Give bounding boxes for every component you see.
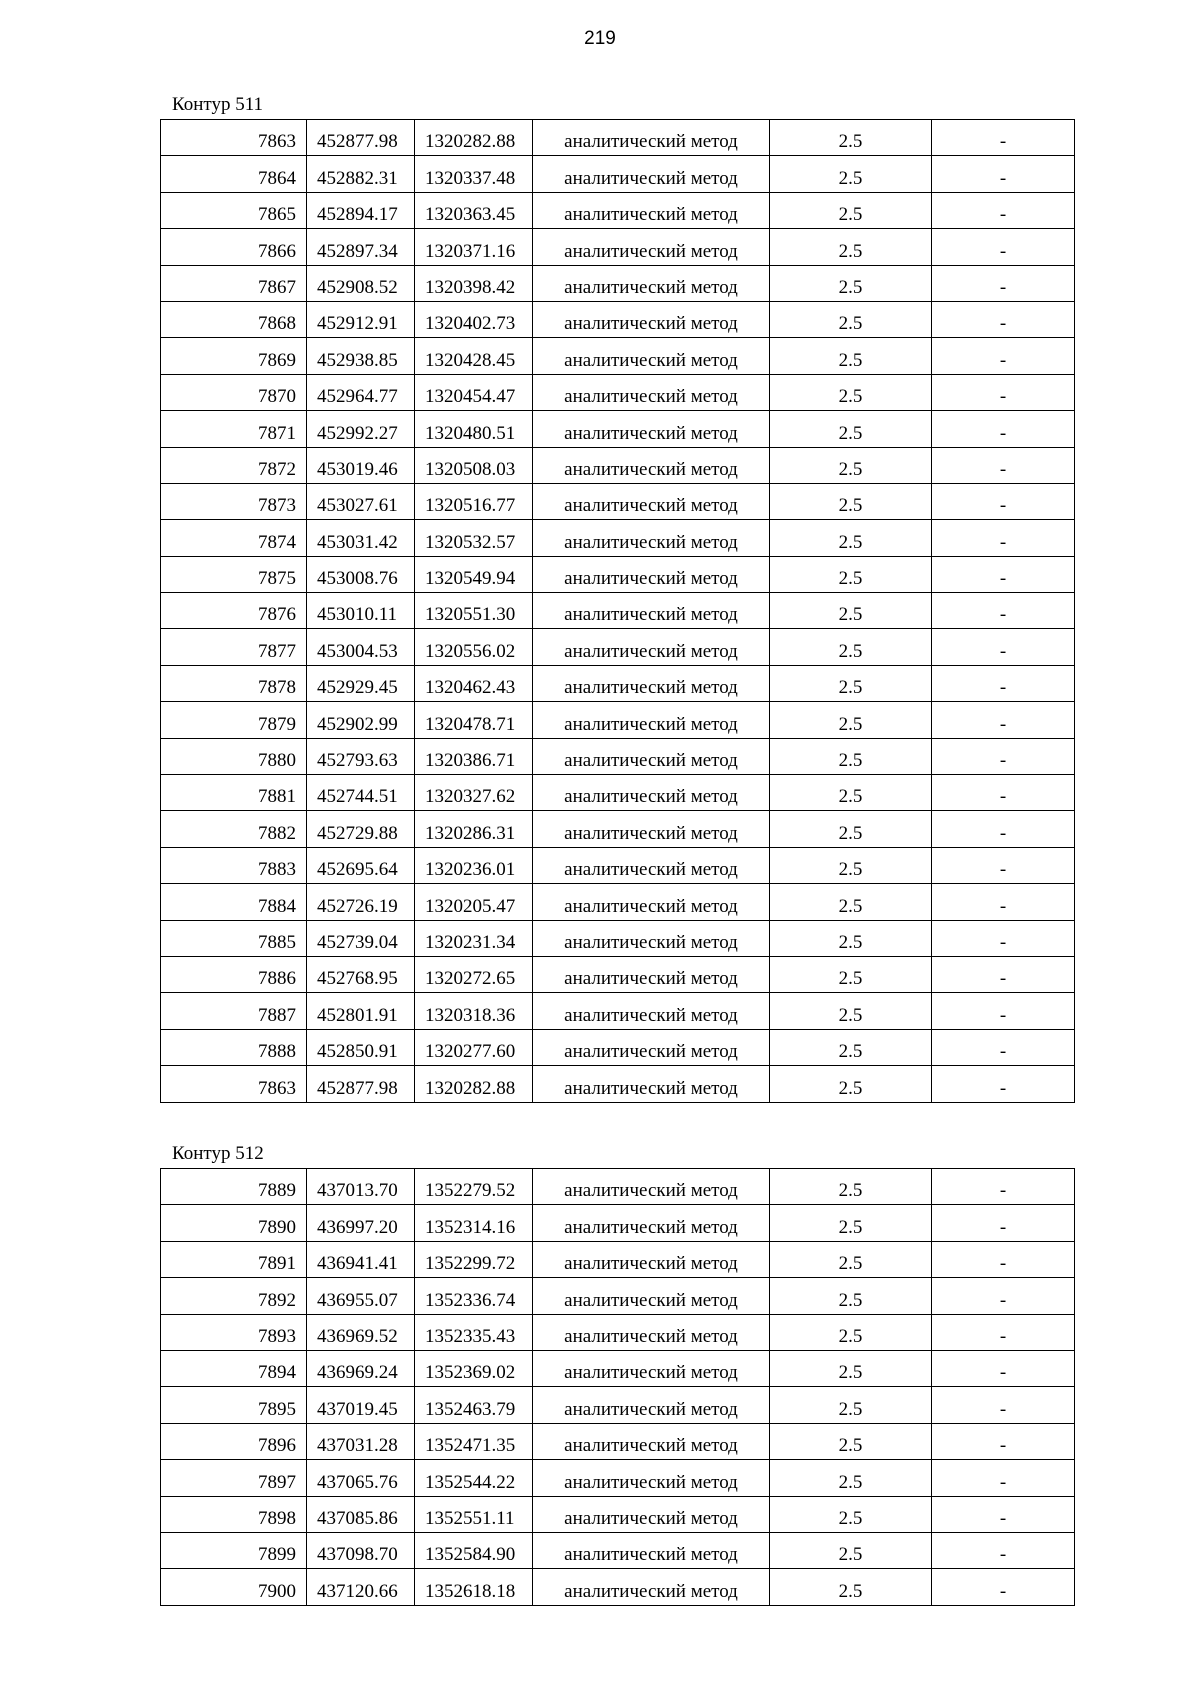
table-row (161, 1314, 1075, 1350)
note-cell: - (932, 265, 1075, 301)
x-coordinate-cell: 452877.98 (307, 120, 415, 156)
note-cell: - (932, 1350, 1075, 1386)
note-cell: - (932, 1314, 1075, 1350)
x-coordinate-cell: 437065.76 (307, 1460, 415, 1496)
note-cell: - (932, 1423, 1075, 1459)
table-row (161, 556, 1075, 592)
accuracy-cell: 2.5 (770, 1241, 932, 1277)
table-row (161, 1169, 1075, 1205)
table-row (161, 1278, 1075, 1314)
note-cell: - (932, 374, 1075, 410)
x-coordinate-cell: 436997.20 (307, 1205, 415, 1241)
note-cell: - (932, 629, 1075, 665)
point-number-cell: 7884 (161, 884, 307, 920)
point-number-cell: 7863 (161, 120, 307, 156)
point-number-cell: 7887 (161, 993, 307, 1029)
note-cell: - (932, 156, 1075, 192)
note-cell: - (932, 192, 1075, 228)
method-cell: аналитический метод (533, 775, 770, 811)
table-row (161, 301, 1075, 337)
x-coordinate-cell: 453027.61 (307, 483, 415, 519)
note-cell: - (932, 775, 1075, 811)
table-row (161, 884, 1075, 920)
table-row (161, 1241, 1075, 1277)
note-cell: - (932, 520, 1075, 556)
accuracy-cell: 2.5 (770, 1278, 932, 1314)
method-cell: аналитический метод (533, 1314, 770, 1350)
y-coordinate-cell: 1320508.03 (415, 447, 533, 483)
accuracy-cell: 2.5 (770, 775, 932, 811)
accuracy-cell: 2.5 (770, 192, 932, 228)
method-cell: аналитический метод (533, 374, 770, 410)
method-cell: аналитический метод (533, 1423, 770, 1459)
point-number-cell: 7864 (161, 156, 307, 192)
method-cell: аналитический метод (533, 1241, 770, 1277)
point-number-cell: 7872 (161, 447, 307, 483)
note-cell: - (932, 702, 1075, 738)
note-cell: - (932, 665, 1075, 701)
table-row (161, 1532, 1075, 1568)
x-coordinate-cell: 452902.99 (307, 702, 415, 738)
accuracy-cell: 2.5 (770, 702, 932, 738)
y-coordinate-cell: 1320337.48 (415, 156, 533, 192)
accuracy-cell: 2.5 (770, 411, 932, 447)
table-row (161, 338, 1075, 374)
accuracy-cell: 2.5 (770, 229, 932, 265)
x-coordinate-cell: 453031.42 (307, 520, 415, 556)
method-cell: аналитический метод (533, 702, 770, 738)
method-cell: аналитический метод (533, 120, 770, 156)
page-number: 219 (584, 28, 616, 49)
x-coordinate-cell: 452729.88 (307, 811, 415, 847)
point-number-cell: 7879 (161, 702, 307, 738)
point-number-cell: 7863 (161, 1066, 307, 1102)
y-coordinate-cell: 1320532.57 (415, 520, 533, 556)
table-row (161, 1205, 1075, 1241)
accuracy-cell: 2.5 (770, 1387, 932, 1423)
table-row (161, 447, 1075, 483)
x-coordinate-cell: 452695.64 (307, 847, 415, 883)
accuracy-cell: 2.5 (770, 629, 932, 665)
y-coordinate-cell: 1352463.79 (415, 1387, 533, 1423)
note-cell: - (932, 338, 1075, 374)
y-coordinate-cell: 1320205.47 (415, 884, 533, 920)
note-cell: - (932, 920, 1075, 956)
accuracy-cell: 2.5 (770, 993, 932, 1029)
method-cell: аналитический метод (533, 229, 770, 265)
x-coordinate-cell: 452929.45 (307, 665, 415, 701)
point-number-cell: 7889 (161, 1169, 307, 1205)
x-coordinate-cell: 452768.95 (307, 956, 415, 992)
y-coordinate-cell: 1320478.71 (415, 702, 533, 738)
note-cell: - (932, 483, 1075, 519)
method-cell: аналитический метод (533, 811, 770, 847)
accuracy-cell: 2.5 (770, 1496, 932, 1532)
method-cell: аналитический метод (533, 1460, 770, 1496)
method-cell: аналитический метод (533, 993, 770, 1029)
point-number-cell: 7874 (161, 520, 307, 556)
point-number-cell: 7898 (161, 1496, 307, 1532)
y-coordinate-cell: 1320363.45 (415, 192, 533, 228)
note-cell: - (932, 1532, 1075, 1568)
table-row (161, 1066, 1075, 1102)
y-coordinate-cell: 1320231.34 (415, 920, 533, 956)
method-cell: аналитический метод (533, 520, 770, 556)
note-cell: - (932, 884, 1075, 920)
point-number-cell: 7875 (161, 556, 307, 592)
point-number-cell: 7873 (161, 483, 307, 519)
note-cell: - (932, 556, 1075, 592)
point-number-cell: 7893 (161, 1314, 307, 1350)
x-coordinate-cell: 437085.86 (307, 1496, 415, 1532)
point-number-cell: 7868 (161, 301, 307, 337)
note-cell: - (932, 1169, 1075, 1205)
note-cell: - (932, 411, 1075, 447)
accuracy-cell: 2.5 (770, 265, 932, 301)
accuracy-cell: 2.5 (770, 1350, 932, 1386)
x-coordinate-cell: 436969.24 (307, 1350, 415, 1386)
accuracy-cell: 2.5 (770, 1066, 932, 1102)
y-coordinate-cell: 1320318.36 (415, 993, 533, 1029)
point-number-cell: 7865 (161, 192, 307, 228)
y-coordinate-cell: 1320286.31 (415, 811, 533, 847)
y-coordinate-cell: 1320277.60 (415, 1029, 533, 1065)
method-cell: аналитический метод (533, 1387, 770, 1423)
point-number-cell: 7888 (161, 1029, 307, 1065)
note-cell: - (932, 1066, 1075, 1102)
point-number-cell: 7883 (161, 847, 307, 883)
method-cell: аналитический метод (533, 192, 770, 228)
table-row (161, 629, 1075, 665)
accuracy-cell: 2.5 (770, 156, 932, 192)
accuracy-cell: 2.5 (770, 811, 932, 847)
note-cell: - (932, 1460, 1075, 1496)
accuracy-cell: 2.5 (770, 520, 932, 556)
accuracy-cell: 2.5 (770, 1460, 932, 1496)
method-cell: аналитический метод (533, 1569, 770, 1605)
table-row (161, 520, 1075, 556)
table-row (161, 1496, 1075, 1532)
table-row (161, 920, 1075, 956)
point-number-cell: 7878 (161, 665, 307, 701)
x-coordinate-cell: 452850.91 (307, 1029, 415, 1065)
table-row (161, 1387, 1075, 1423)
y-coordinate-cell: 1352335.43 (415, 1314, 533, 1350)
x-coordinate-cell: 453004.53 (307, 629, 415, 665)
accuracy-cell: 2.5 (770, 1532, 932, 1568)
y-coordinate-cell: 1320551.30 (415, 593, 533, 629)
point-number-cell: 7866 (161, 229, 307, 265)
method-cell: аналитический метод (533, 593, 770, 629)
x-coordinate-cell: 452964.77 (307, 374, 415, 410)
note-cell: - (932, 738, 1075, 774)
y-coordinate-cell: 1352314.16 (415, 1205, 533, 1241)
method-cell: аналитический метод (533, 847, 770, 883)
method-cell: аналитический метод (533, 1532, 770, 1568)
x-coordinate-cell: 452882.31 (307, 156, 415, 192)
method-cell: аналитический метод (533, 265, 770, 301)
accuracy-cell: 2.5 (770, 1029, 932, 1065)
y-coordinate-cell: 1320282.88 (415, 1066, 533, 1102)
note-cell: - (932, 301, 1075, 337)
x-coordinate-cell: 437031.28 (307, 1423, 415, 1459)
method-cell: аналитический метод (533, 1350, 770, 1386)
note-cell: - (932, 993, 1075, 1029)
x-coordinate-cell: 437019.45 (307, 1387, 415, 1423)
x-coordinate-cell: 452726.19 (307, 884, 415, 920)
point-number-cell: 7885 (161, 920, 307, 956)
table-row (161, 1029, 1075, 1065)
point-number-cell: 7877 (161, 629, 307, 665)
x-coordinate-cell: 453010.11 (307, 593, 415, 629)
note-cell: - (932, 1569, 1075, 1605)
x-coordinate-cell: 436955.07 (307, 1278, 415, 1314)
accuracy-cell: 2.5 (770, 374, 932, 410)
point-number-cell: 7890 (161, 1205, 307, 1241)
y-coordinate-cell: 1352618.18 (415, 1569, 533, 1605)
table-row (161, 265, 1075, 301)
method-cell: аналитический метод (533, 1205, 770, 1241)
accuracy-cell: 2.5 (770, 665, 932, 701)
method-cell: аналитический метод (533, 156, 770, 192)
note-cell: - (932, 229, 1075, 265)
accuracy-cell: 2.5 (770, 738, 932, 774)
y-coordinate-cell: 1320386.71 (415, 738, 533, 774)
method-cell: аналитический метод (533, 1029, 770, 1065)
x-coordinate-cell: 452894.17 (307, 192, 415, 228)
y-coordinate-cell: 1352471.35 (415, 1423, 533, 1459)
point-number-cell: 7894 (161, 1350, 307, 1386)
accuracy-cell: 2.5 (770, 847, 932, 883)
note-cell: - (932, 593, 1075, 629)
point-number-cell: 7897 (161, 1460, 307, 1496)
contour-511-table (160, 119, 1075, 1103)
table-row (161, 1460, 1075, 1496)
x-coordinate-cell: 452739.04 (307, 920, 415, 956)
table-row (161, 956, 1075, 992)
point-number-cell: 7881 (161, 775, 307, 811)
x-coordinate-cell: 453008.76 (307, 556, 415, 592)
table-row (161, 847, 1075, 883)
accuracy-cell: 2.5 (770, 301, 932, 337)
x-coordinate-cell: 453019.46 (307, 447, 415, 483)
x-coordinate-cell: 452992.27 (307, 411, 415, 447)
x-coordinate-cell: 452877.98 (307, 1066, 415, 1102)
point-number-cell: 7891 (161, 1241, 307, 1277)
point-number-cell: 7882 (161, 811, 307, 847)
y-coordinate-cell: 1352279.52 (415, 1169, 533, 1205)
point-number-cell: 7899 (161, 1532, 307, 1568)
contour-512-table (160, 1168, 1075, 1606)
y-coordinate-cell: 1352544.22 (415, 1460, 533, 1496)
method-cell: аналитический метод (533, 338, 770, 374)
x-coordinate-cell: 452938.85 (307, 338, 415, 374)
table-row (161, 775, 1075, 811)
method-cell: аналитический метод (533, 447, 770, 483)
accuracy-cell: 2.5 (770, 1423, 932, 1459)
accuracy-cell: 2.5 (770, 120, 932, 156)
accuracy-cell: 2.5 (770, 1569, 932, 1605)
table-row (161, 738, 1075, 774)
table-row (161, 1423, 1075, 1459)
method-cell: аналитический метод (533, 665, 770, 701)
table-row (161, 120, 1075, 156)
x-coordinate-cell: 452793.63 (307, 738, 415, 774)
y-coordinate-cell: 1320327.62 (415, 775, 533, 811)
y-coordinate-cell: 1320398.42 (415, 265, 533, 301)
method-cell: аналитический метод (533, 1169, 770, 1205)
accuracy-cell: 2.5 (770, 920, 932, 956)
y-coordinate-cell: 1320480.51 (415, 411, 533, 447)
x-coordinate-cell: 436969.52 (307, 1314, 415, 1350)
point-number-cell: 7892 (161, 1278, 307, 1314)
note-cell: - (932, 811, 1075, 847)
method-cell: аналитический метод (533, 483, 770, 519)
note-cell: - (932, 847, 1075, 883)
method-cell: аналитический метод (533, 1496, 770, 1532)
method-cell: аналитический метод (533, 1066, 770, 1102)
point-number-cell: 7895 (161, 1387, 307, 1423)
note-cell: - (932, 120, 1075, 156)
y-coordinate-cell: 1320454.47 (415, 374, 533, 410)
accuracy-cell: 2.5 (770, 956, 932, 992)
y-coordinate-cell: 1320428.45 (415, 338, 533, 374)
point-number-cell: 7876 (161, 593, 307, 629)
x-coordinate-cell: 452897.34 (307, 229, 415, 265)
accuracy-cell: 2.5 (770, 556, 932, 592)
note-cell: - (932, 1241, 1075, 1277)
y-coordinate-cell: 1320282.88 (415, 120, 533, 156)
note-cell: - (932, 1029, 1075, 1065)
contour-511-label: Контур 511 (172, 94, 263, 115)
method-cell: аналитический метод (533, 411, 770, 447)
x-coordinate-cell: 437013.70 (307, 1169, 415, 1205)
table-row (161, 483, 1075, 519)
x-coordinate-cell: 437120.66 (307, 1569, 415, 1605)
x-coordinate-cell: 452912.91 (307, 301, 415, 337)
accuracy-cell: 2.5 (770, 483, 932, 519)
contour-512-label: Контур 512 (172, 1143, 264, 1164)
accuracy-cell: 2.5 (770, 338, 932, 374)
table-row (161, 192, 1075, 228)
method-cell: аналитический метод (533, 1278, 770, 1314)
y-coordinate-cell: 1320556.02 (415, 629, 533, 665)
y-coordinate-cell: 1320549.94 (415, 556, 533, 592)
accuracy-cell: 2.5 (770, 1205, 932, 1241)
x-coordinate-cell: 436941.41 (307, 1241, 415, 1277)
point-number-cell: 7900 (161, 1569, 307, 1605)
point-number-cell: 7867 (161, 265, 307, 301)
table-row (161, 702, 1075, 738)
y-coordinate-cell: 1320462.43 (415, 665, 533, 701)
note-cell: - (932, 447, 1075, 483)
accuracy-cell: 2.5 (770, 1169, 932, 1205)
y-coordinate-cell: 1320516.77 (415, 483, 533, 519)
y-coordinate-cell: 1320272.65 (415, 956, 533, 992)
accuracy-cell: 2.5 (770, 447, 932, 483)
note-cell: - (932, 1387, 1075, 1423)
y-coordinate-cell: 1352336.74 (415, 1278, 533, 1314)
method-cell: аналитический метод (533, 629, 770, 665)
x-coordinate-cell: 452744.51 (307, 775, 415, 811)
table-row (161, 1350, 1075, 1386)
method-cell: аналитический метод (533, 301, 770, 337)
note-cell: - (932, 1205, 1075, 1241)
table-row (161, 156, 1075, 192)
table-row (161, 411, 1075, 447)
table-row (161, 229, 1075, 265)
note-cell: - (932, 956, 1075, 992)
y-coordinate-cell: 1320402.73 (415, 301, 533, 337)
accuracy-cell: 2.5 (770, 884, 932, 920)
y-coordinate-cell: 1352369.02 (415, 1350, 533, 1386)
table-row (161, 665, 1075, 701)
y-coordinate-cell: 1352584.90 (415, 1532, 533, 1568)
table-row (161, 993, 1075, 1029)
accuracy-cell: 2.5 (770, 593, 932, 629)
point-number-cell: 7870 (161, 374, 307, 410)
point-number-cell: 7896 (161, 1423, 307, 1459)
point-number-cell: 7869 (161, 338, 307, 374)
table-row (161, 1569, 1075, 1605)
y-coordinate-cell: 1352551.11 (415, 1496, 533, 1532)
point-number-cell: 7871 (161, 411, 307, 447)
method-cell: аналитический метод (533, 738, 770, 774)
method-cell: аналитический метод (533, 556, 770, 592)
method-cell: аналитический метод (533, 956, 770, 992)
x-coordinate-cell: 452801.91 (307, 993, 415, 1029)
table-row (161, 811, 1075, 847)
method-cell: аналитический метод (533, 884, 770, 920)
y-coordinate-cell: 1320236.01 (415, 847, 533, 883)
point-number-cell: 7880 (161, 738, 307, 774)
point-number-cell: 7886 (161, 956, 307, 992)
method-cell: аналитический метод (533, 920, 770, 956)
note-cell: - (932, 1496, 1075, 1532)
table-row (161, 374, 1075, 410)
x-coordinate-cell: 452908.52 (307, 265, 415, 301)
note-cell: - (932, 1278, 1075, 1314)
accuracy-cell: 2.5 (770, 1314, 932, 1350)
y-coordinate-cell: 1352299.72 (415, 1241, 533, 1277)
y-coordinate-cell: 1320371.16 (415, 229, 533, 265)
table-row (161, 593, 1075, 629)
x-coordinate-cell: 437098.70 (307, 1532, 415, 1568)
